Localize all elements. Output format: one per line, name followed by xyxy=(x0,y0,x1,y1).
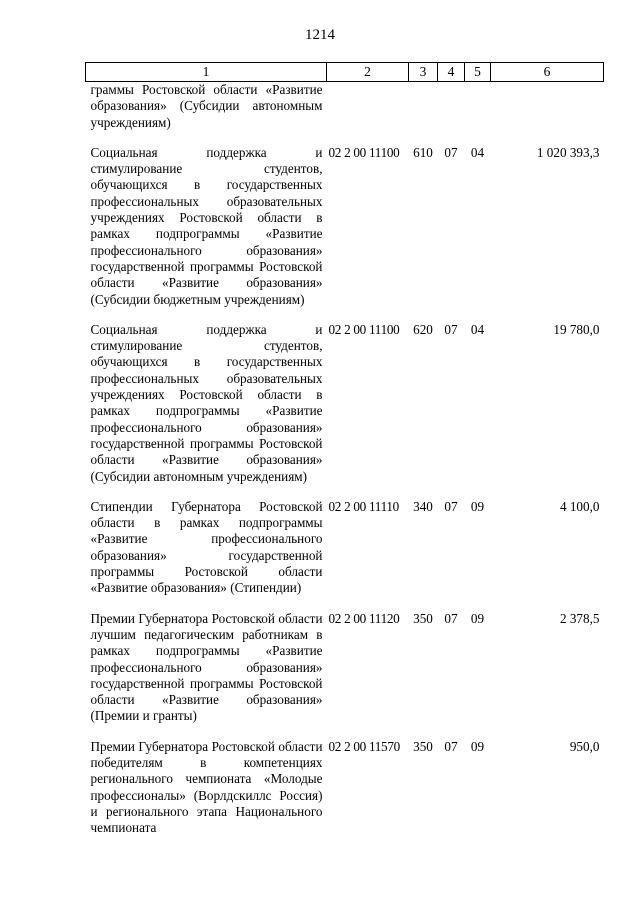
row-target-code: 02 2 00 11100 xyxy=(328,321,400,337)
row-section: 07 xyxy=(444,144,458,160)
table-row xyxy=(86,322,604,485)
header-col-6: 6 xyxy=(491,63,604,82)
row-amount: 4 100,0 xyxy=(559,498,600,514)
row-target-code: 02 2 00 11570 xyxy=(328,738,400,754)
header-col-5: 5 xyxy=(465,63,491,82)
row-subsection: 09 xyxy=(470,610,485,626)
header-row xyxy=(86,63,604,82)
table-row xyxy=(86,611,604,725)
row-target-code: 02 2 00 11110 xyxy=(328,498,399,514)
row-subsection: 09 xyxy=(470,738,485,754)
header-col-1: 1 xyxy=(86,63,327,82)
row-expense-type: 350 xyxy=(413,610,433,626)
row-amount: 2 378,5 xyxy=(559,610,600,626)
budget-table xyxy=(85,62,604,836)
row-subsection: 04 xyxy=(470,144,485,160)
row-target-code: 02 2 00 11100 xyxy=(328,144,400,160)
row-amount: 1 020 393,3 xyxy=(536,144,600,160)
page-number: 1214 xyxy=(305,27,335,43)
continuation-text: граммы Ростовской области «Развитие образования» (Субсидии автономным учреждениям) xyxy=(90,82,323,130)
row-section: 07 xyxy=(444,498,458,514)
row-section: 07 xyxy=(444,738,458,754)
row-subsection: 04 xyxy=(470,321,485,337)
header-col-3: 3 xyxy=(409,63,438,82)
header-col-4: 4 xyxy=(438,63,465,82)
table-row xyxy=(86,739,604,837)
row-section: 07 xyxy=(444,321,458,337)
row-expense-type: 350 xyxy=(413,738,433,754)
row-description: Премии Губернатора Ростовской области лучшим педагогическим работникам в рамках подпрограммы «Развитие профессионального образования» государственной программы Ростовской области «Развитие образования» (Премии и гранты) xyxy=(90,610,323,724)
row-amount: 19 780,0 xyxy=(553,321,600,337)
row-target-code: 02 2 00 11120 xyxy=(328,610,400,626)
row-description: Стипендии Губернатора Ростовской области в рамках подпрограммы «Развитие профессионального образования» государственной программы Ростовской области «Развитие образования» (Стипендии) xyxy=(90,498,323,596)
row-description: Социальная поддержка и стимулирование студентов, обучающихся в государственных профессиональных образовательных учреждениях Ростовской области в рамках подпрограммы «Развитие профессионального образования» государственной программы Ростовской области «Развитие образования» (Субсидии автономным учреждениям) xyxy=(90,321,323,484)
table-row xyxy=(86,145,604,308)
table-row xyxy=(86,499,604,597)
row-description: Социальная поддержка и стимулирование студентов, обучающихся в государственных профессиональных образовательных учреждениях Ростовской области в рамках подпрограммы «Развитие профессионального образования» государственной программы Ростовской области «Развитие образования» (Субсидии бюджетным учреждениям) xyxy=(90,144,323,307)
row-amount: 950,0 xyxy=(569,738,600,754)
row-expense-type: 340 xyxy=(413,498,433,514)
row-expense-type: 610 xyxy=(413,144,433,160)
row-description: Премии Губернатора Ростовской области победителям в компетенциях регионального чемпионата «Молодые профессионалы» (Ворлдскиллс Россия) и регионального этапа Национального чемпионата xyxy=(90,738,323,836)
header-col-2: 2 xyxy=(327,63,409,82)
row-subsection: 09 xyxy=(470,498,485,514)
row-section: 07 xyxy=(444,610,458,626)
row-expense-type: 620 xyxy=(413,321,433,337)
continuation-row xyxy=(86,82,604,131)
